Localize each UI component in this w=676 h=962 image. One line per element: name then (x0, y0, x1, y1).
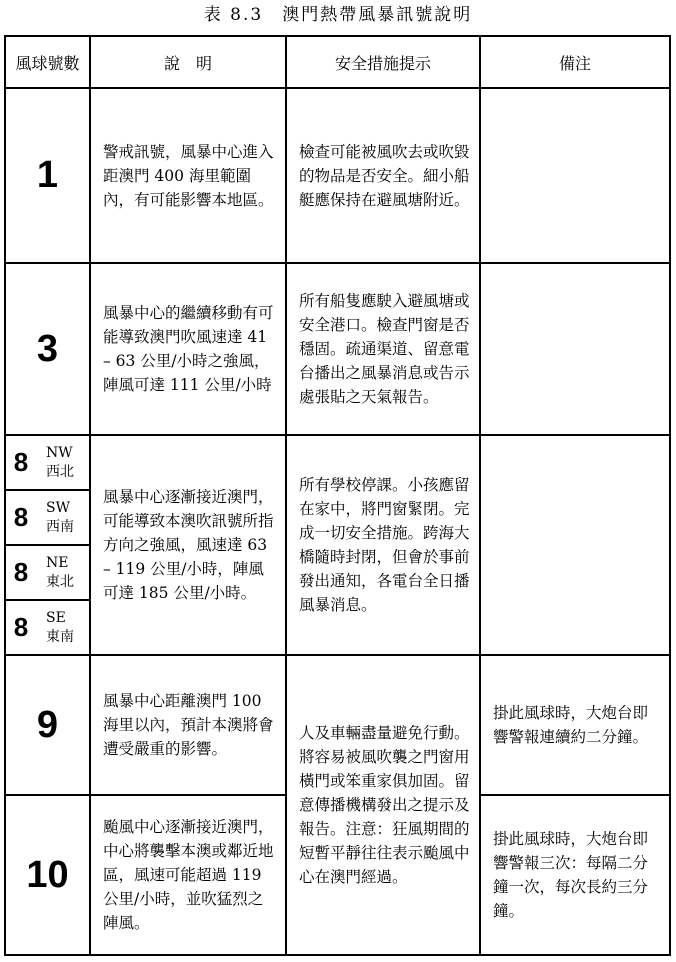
description-cell: 風暴中心距離澳門 100 海里以內，預計本澳將會遭受嚴重的影響。 (90, 655, 286, 795)
remarks-cell (480, 88, 670, 263)
table-row (5, 263, 670, 435)
safety-cell: 所有學校停課。小孩應留在家中，將門窗緊閉。完成一切安全措施。跨海大橋隨時封閉，但會於事前發出通知，各電台全日播風暴消息。 (286, 435, 480, 655)
table-row (5, 435, 670, 490)
header-description: 說 明 (90, 36, 286, 88)
remarks-cell (480, 263, 670, 435)
safety-cell: 所有船隻應駛入避風塘或安全港口。檢查門窗是否穩固。疏通渠道、留意電台播出之風暴消息或告示處張貼之天氣報告。 (286, 263, 480, 435)
direction-code: SW (46, 499, 70, 516)
description-cell: 風暴中心的繼續移動有可能導致澳門吹風速達 41 – 63 公里/小時之強風，陣風可達 111 公里/小時 (90, 263, 286, 435)
remarks-cell: 掛此風球時，大炮台即響警報連續約二分鐘。 (480, 655, 670, 795)
signal-number: 10 (5, 795, 90, 955)
signal-number: 3 (5, 263, 90, 435)
description-cell: 警戒訊號，風暴中心進入距澳門 400 海里範圍內，有可能影響本地區。 (90, 88, 286, 263)
table-row (5, 655, 670, 795)
signal-8-ne (5, 545, 90, 600)
signal-number: 8 (13, 447, 29, 477)
safety-cell: 檢查可能被風吹去或吹毀的物品是否安全。細小船艇應保持在避風塘附近。 (286, 88, 480, 263)
signal-number: 8 (13, 502, 29, 532)
direction-name: 西南 (46, 518, 74, 535)
signal-8-se (5, 600, 90, 655)
description-cell: 颱風中心逐漸接近澳門，中心將襲擊本澳或鄰近地區，風速可能超過 119 公里/小時，並吹猛烈之陣風。 (90, 795, 286, 955)
direction-name: 東南 (46, 628, 74, 645)
signal-8-nw (5, 435, 90, 490)
remarks-cell: 掛此風球時，大炮台即響警報三次：每隔二分鐘一次，每次長約三分鐘。 (480, 795, 670, 955)
table-title: 表 8.3 澳門熱帶風暴訊號說明 (203, 5, 473, 25)
safety-cell-shared: 人及車輛盡量避免行動。將容易被風吹襲之門窗用橫門或笨重家俱加固。留意傳播機構發出之提示及報告。注意：狂風期間的短暫平靜往往表示颱風中心在澳門經過。 (286, 655, 480, 955)
header-row (5, 36, 670, 88)
header-remarks: 備注 (480, 36, 670, 88)
signal-number: 9 (5, 655, 90, 795)
direction-name: 東北 (46, 573, 74, 590)
table-row (5, 88, 670, 263)
remarks-cell (480, 435, 670, 655)
direction-code: NE (46, 554, 69, 571)
signal-table (4, 35, 671, 956)
direction-code: SE (46, 609, 66, 626)
header-safety: 安全措施提示 (286, 36, 480, 88)
signal-number: 8 (13, 557, 29, 587)
signal-number: 1 (5, 88, 90, 263)
signal-number: 8 (13, 612, 29, 642)
direction-code: NW (46, 444, 73, 461)
description-cell: 風暴中心逐漸接近澳門，可能導致本澳吹訊號所指方向之強風，風速達 63 – 119 公里/小時，陣風可達 185 公里/小時。 (90, 435, 286, 655)
direction-name: 西北 (46, 463, 74, 480)
header-signal: 風球號數 (5, 36, 90, 88)
signal-8-sw (5, 490, 90, 545)
